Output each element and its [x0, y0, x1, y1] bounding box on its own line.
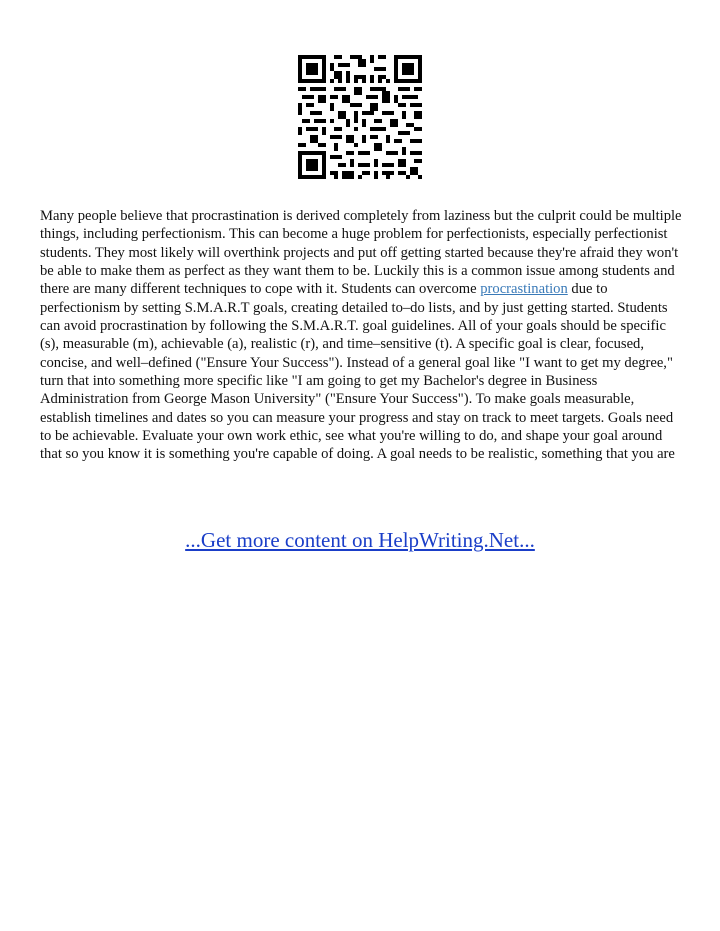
procrastination-link[interactable]: procrastination: [480, 281, 568, 298]
qr-code: [298, 55, 422, 179]
article-body: [40, 207, 685, 464]
qr-code-icon: [298, 55, 422, 179]
article-text-after-link: due to perfectionism by setting S.M.A.R.T goals, creating detailed to–do lists, and by just getting started. Students can avoid procrastination by following the S.M.A.R.T. goal guidelines. All of your goals should be specific (s), measurable (m), achievable (a), realistic (r), and time–sensitive (t). A specific goal is clear, focused, concise, and well–defined ("Ensure Your Success"). Instead of a general goal like "I want to get my degree," turn that into something more specific like "I am going to get my Bachelor's degree in Business Administration from George Mason University" ("Ensure Your Success"). To make goals measurable, establish timelines and dates so you can measure your progress and stay on track to meet targets. Goals need to be achievable. Evaluate your own work ethic, see what you're willing to do, and shape your goal around that so you know it is something you're capable of doing. A goal needs to be realistic, something that you are: [40, 281, 675, 463]
get-more-content-link[interactable]: ...Get more content on HelpWriting.Net...: [185, 528, 535, 552]
article-text-before-link: Many people believe that procrastination is derived completely from laziness but the culprit could be multiple things, including perfectionism. This can become a huge problem for perfectionists, especially perfectionist students. They most likely will overthink projects and put off getting started because they're afraid they won't be able to make them as perfect as they want them to be. Luckily this is a common issue among students and there are many different techniques to cope with it. Students can overcome: [40, 208, 682, 298]
